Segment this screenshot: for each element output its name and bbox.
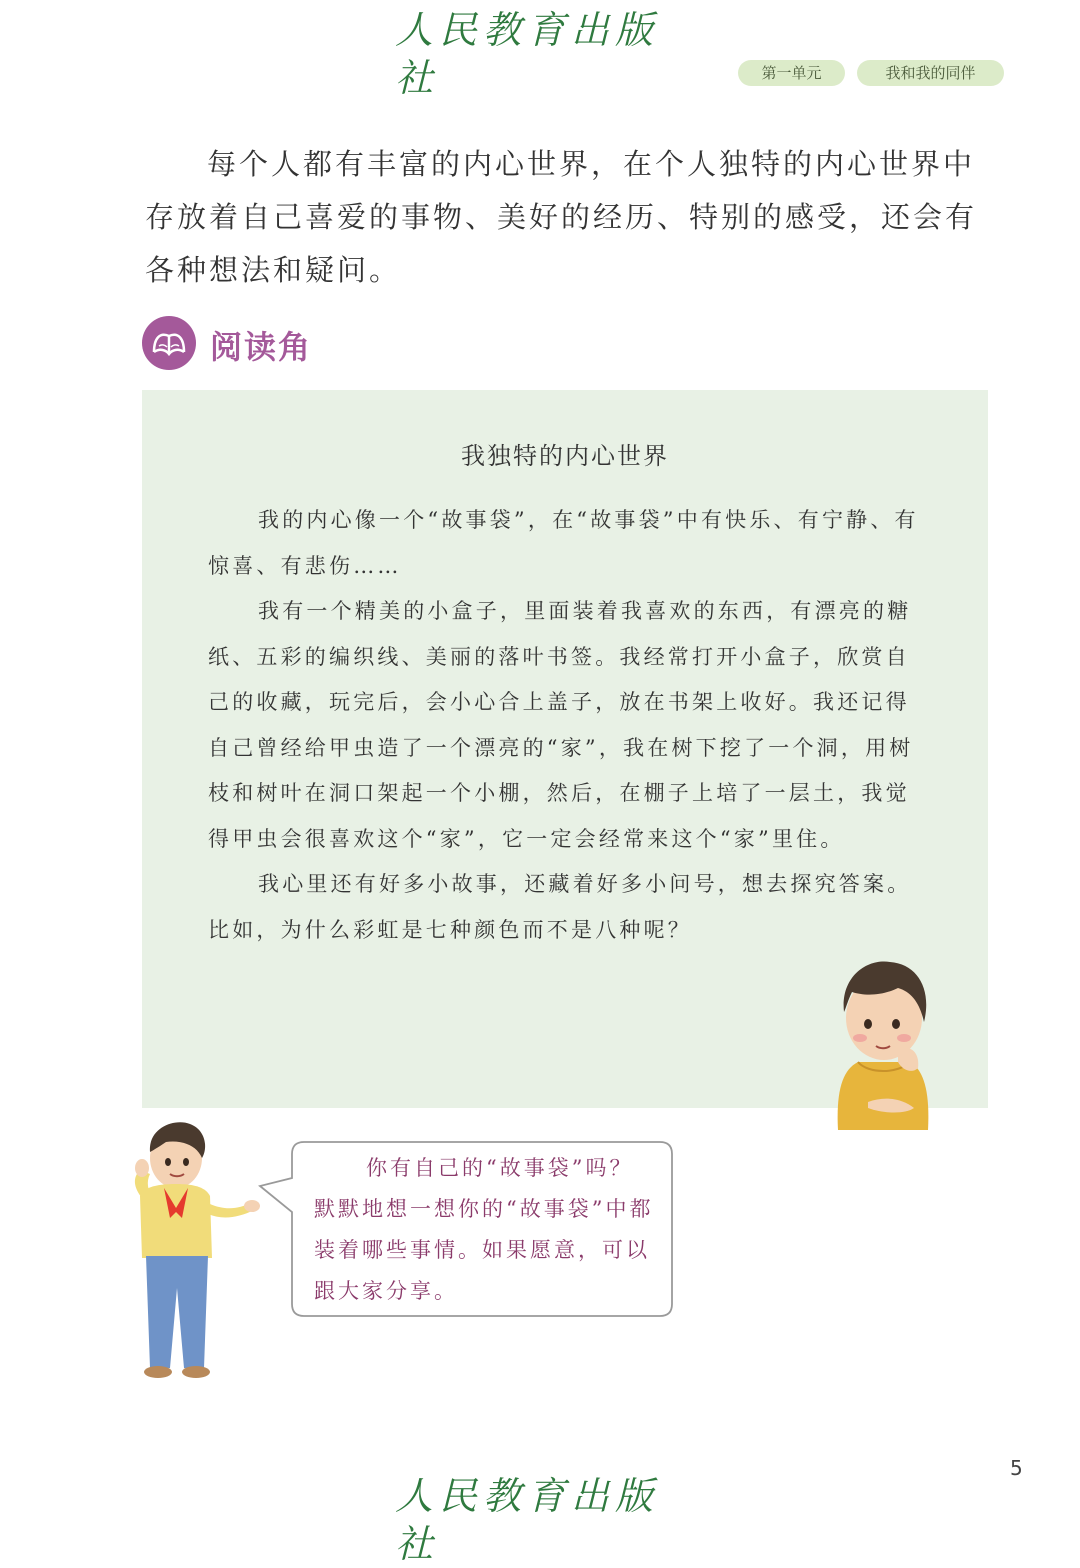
- lesson-tag: 我和我的同伴: [857, 60, 1004, 86]
- story-paragraph: 我的内心像一个“故事袋”，在“故事袋”中有快乐、有宁静、有惊喜、有悲伤……: [208, 508, 919, 578]
- speech-bubble: [258, 1140, 674, 1320]
- bubble-text: [314, 1148, 654, 1312]
- thinking-boy-illustration: [828, 952, 940, 1130]
- intro-text: 每个人都有丰富的内心世界，在个人独特的内心世界中存放着自己喜爱的事物、美好的经历、特别的感受，还会有各种想法和疑问。: [145, 147, 978, 287]
- section-title: 阅读角: [210, 328, 313, 366]
- story-paragraph: 我心里还有好多小故事，还藏着好多小问号，想去探究答案。比如，为什么彩虹是七种颜色而不是八种呢？: [208, 872, 912, 942]
- bubble-paragraph: 你有自己的“故事袋”吗？默默地想一想你的“故事袋”中都装着哪些事情。如果愿意，可以跟大家分享。: [314, 1156, 654, 1303]
- story-paragraph: 我有一个精美的小盒子，里面装着我喜欢的东西，有漂亮的糖纸、五彩的编织线、美丽的落叶书签。我经常打开小盒子，欣赏自己的收藏，玩完后，会小心合上盖子，放在书架上收好。我还记得自己曾经给甲虫造了一个漂亮的“家”，我在树下挖了一个洞，用树枝和树叶在洞口架起一个小棚，然后，在棚子上培了一层土，我觉得甲虫会很喜欢这个“家”，它一定会经常来这个“家”里住。: [208, 599, 914, 851]
- page-number: 5: [1010, 1456, 1023, 1480]
- publisher-watermark-top: 人民教育出版社: [395, 8, 660, 100]
- presenting-boy-illustration: [130, 1118, 260, 1380]
- book-icon: [142, 316, 196, 370]
- intro-paragraph: [145, 138, 995, 297]
- unit-tag: 第一单元: [738, 60, 845, 86]
- story-title: 我独特的内心世界: [461, 442, 669, 470]
- story-body: [208, 498, 928, 953]
- publisher-watermark-bottom: 人民教育出版社: [395, 1474, 660, 1566]
